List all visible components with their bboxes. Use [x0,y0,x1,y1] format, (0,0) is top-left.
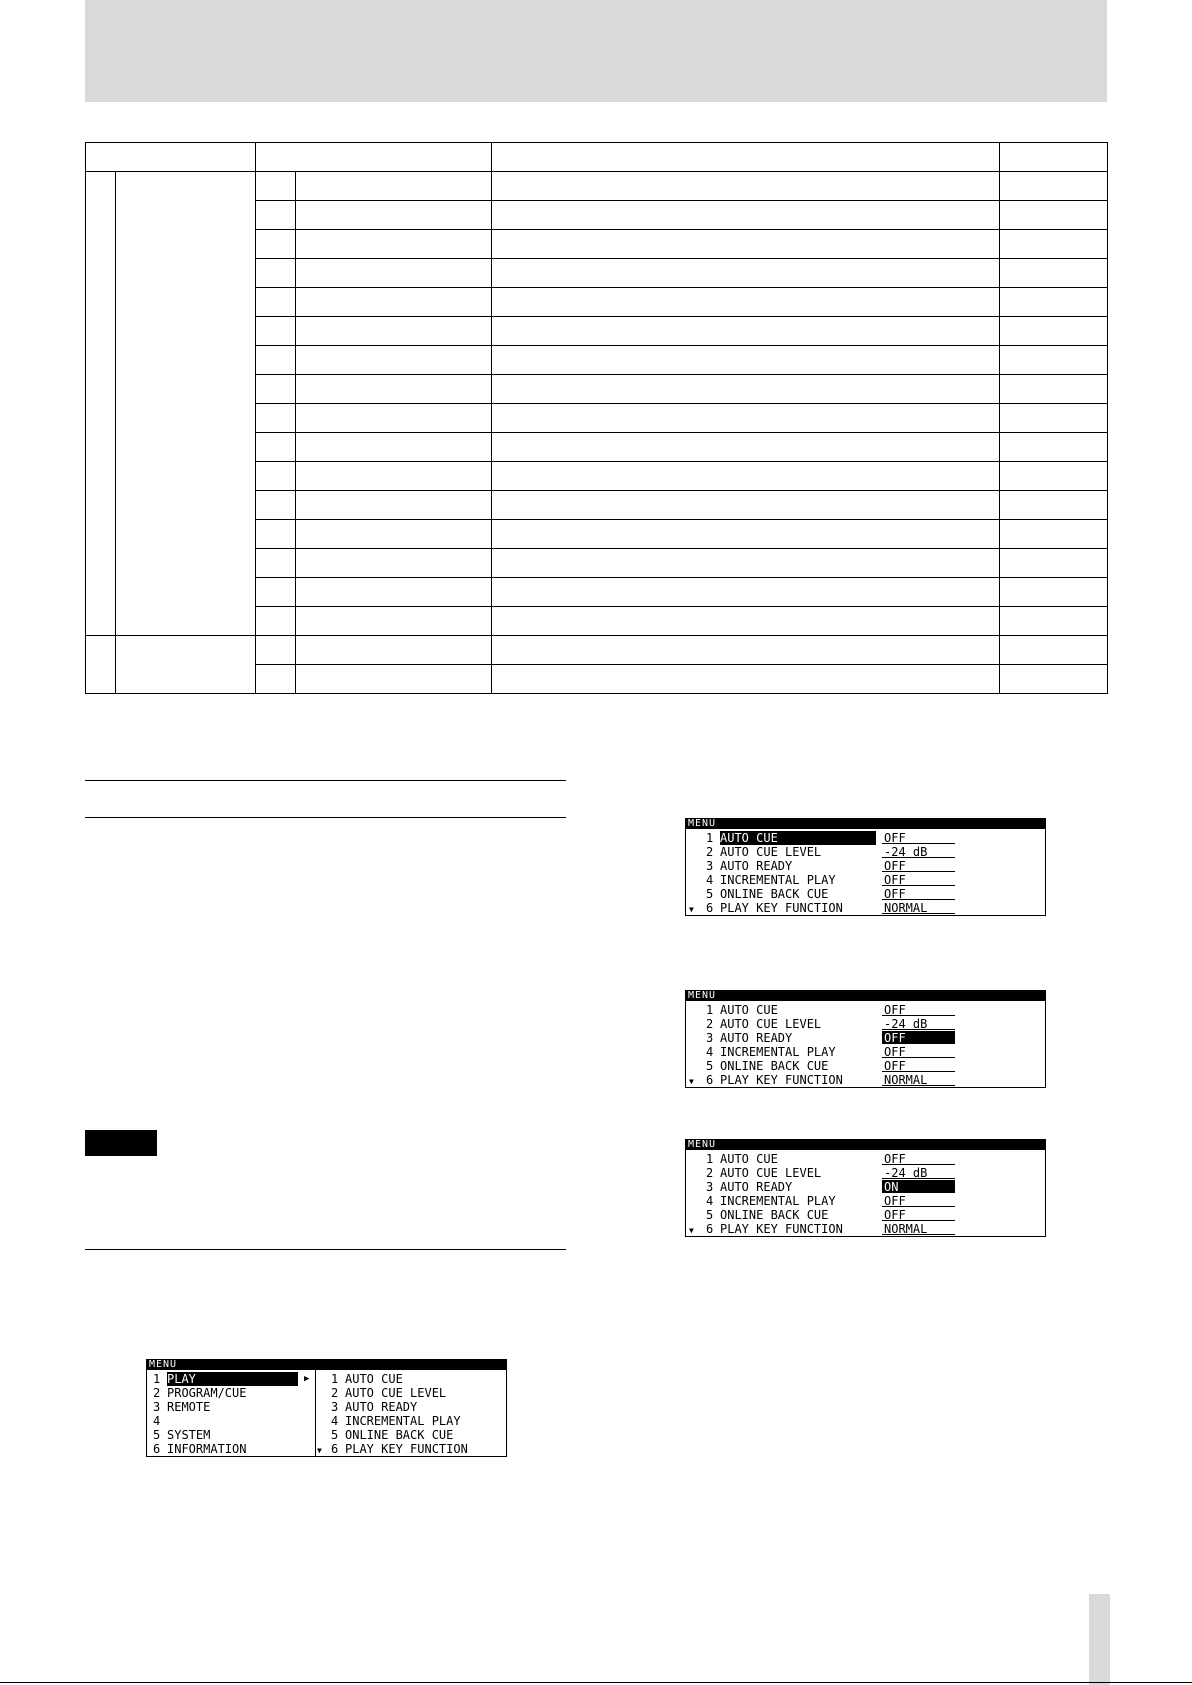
section-rule [85,817,566,818]
lcd-menu-item: 5 SYSTEM [153,1428,211,1442]
lcd-setting-value: OFF [882,1208,955,1221]
lcd-setting-value: OFF [882,831,955,844]
table-header-cell [492,143,1000,172]
lcd-setting-value: ON [882,1180,955,1193]
lcd-menu-item: 5 ONLINE BACK CUE [706,1059,829,1073]
scroll-down-arrow-icon: ▼ [689,1077,694,1086]
lcd-menu-item: 5 ONLINE BACK CUE [706,1208,829,1222]
submenu-arrow-icon: ▶ [304,1374,310,1384]
lcd-submenu-item: 5 ONLINE BACK CUE [331,1428,454,1442]
scroll-down-arrow-icon: ▼ [317,1446,322,1455]
lcd-setting-value: -24 dB [882,1017,955,1030]
page-tab [1089,1594,1110,1685]
lcd-submenu-item: 3 AUTO READY [331,1400,418,1414]
scroll-down-arrow-icon: ▼ [689,1226,694,1235]
table-group-name-cell [116,172,256,636]
lcd-submenu-item: 2 AUTO CUE LEVEL [331,1386,447,1400]
lcd-menu-item: 4 INCREMENTAL PLAY [706,1194,836,1208]
lcd-submenu-item: 1 AUTO CUE [331,1372,403,1386]
lcd-setting-value: OFF [882,1152,955,1165]
table-row [86,636,1108,665]
lcd-menu-item: 1 PLAY [153,1372,298,1386]
lcd-play-menu [685,818,1046,916]
table-header-cell [1000,143,1108,172]
lcd-play-menu [685,990,1046,1088]
header-band [85,0,1107,102]
section-rule [85,1249,566,1250]
table-group-number-cell [86,636,116,694]
lcd-menu-item: 3 AUTO READY [706,1180,793,1194]
table-header-cell [86,143,256,172]
lcd-menu-item: 4 INCREMENTAL PLAY [706,873,836,887]
note-label-box [85,1130,157,1156]
lcd-menu-item: 5 ONLINE BACK CUE [706,887,829,901]
lcd-main-menu [146,1359,507,1457]
lcd-setting-value: NORMAL [882,1073,955,1086]
lcd-setting-value: NORMAL [882,901,955,914]
section-rule [85,780,566,781]
table-row [86,172,1108,201]
lcd-setting-value: OFF [882,873,955,886]
lcd-menu-item: 2 AUTO CUE LEVEL [706,1166,822,1180]
lcd-setting-value: OFF [882,1059,955,1072]
lcd-menu-item: 6 PLAY KEY FUNCTION [706,901,843,915]
lcd-setting-value: OFF [882,1003,955,1016]
lcd-menu-item: 1 AUTO CUE [706,1152,778,1166]
lcd-menu-item: 3 AUTO READY [706,1031,793,1045]
lcd-setting-value: OFF [882,1194,955,1207]
lcd-menu-item: 6 PLAY KEY FUNCTION [706,1222,843,1236]
lcd-menu-item: 2 AUTO CUE LEVEL [706,845,822,859]
table-header-cell [256,143,492,172]
lcd-title: MENU [686,1140,1045,1150]
lcd-menu-item: 2 AUTO CUE LEVEL [706,1017,822,1031]
lcd-menu-item: 6 PLAY KEY FUNCTION [706,1073,843,1087]
lcd-menu-item: 2 PROGRAM/CUE [153,1386,247,1400]
table-group-number-cell [86,172,116,636]
lcd-setting-value: OFF [882,887,955,900]
lcd-menu-item: 6 INFORMATION [153,1442,247,1456]
lcd-title: MENU [686,991,1045,1001]
lcd-setting-value: OFF [882,1045,955,1058]
lcd-title: MENU [147,1360,506,1370]
lcd-menu-item: 1 AUTO CUE [706,1003,778,1017]
menu-settings-table [85,142,1108,694]
lcd-title: MENU [686,819,1045,829]
lcd-menu-item: 3 REMOTE [153,1400,211,1414]
lcd-setting-value: OFF [882,1031,955,1044]
lcd-menu-item: 3 AUTO READY [706,859,793,873]
page-bottom-rule [0,1682,1192,1683]
lcd-setting-value: -24 dB [882,845,955,858]
lcd-submenu-item: 6 PLAY KEY FUNCTION [331,1442,468,1456]
lcd-setting-value: OFF [882,859,955,872]
lcd-submenu-item: 4 INCREMENTAL PLAY [331,1414,461,1428]
lcd-setting-value: NORMAL [882,1222,955,1235]
scroll-down-arrow-icon: ▼ [689,905,694,914]
lcd-menu-item: 4 INCREMENTAL PLAY [706,1045,836,1059]
lcd-menu-item: 1 AUTO CUE [706,831,876,845]
lcd-play-menu [685,1139,1046,1237]
table-group-name-cell [116,636,256,694]
lcd-setting-value: -24 dB [882,1166,955,1179]
lcd-divider [315,1370,316,1456]
table-header-row [86,143,1108,172]
lcd-menu-item: 4 [153,1414,161,1428]
